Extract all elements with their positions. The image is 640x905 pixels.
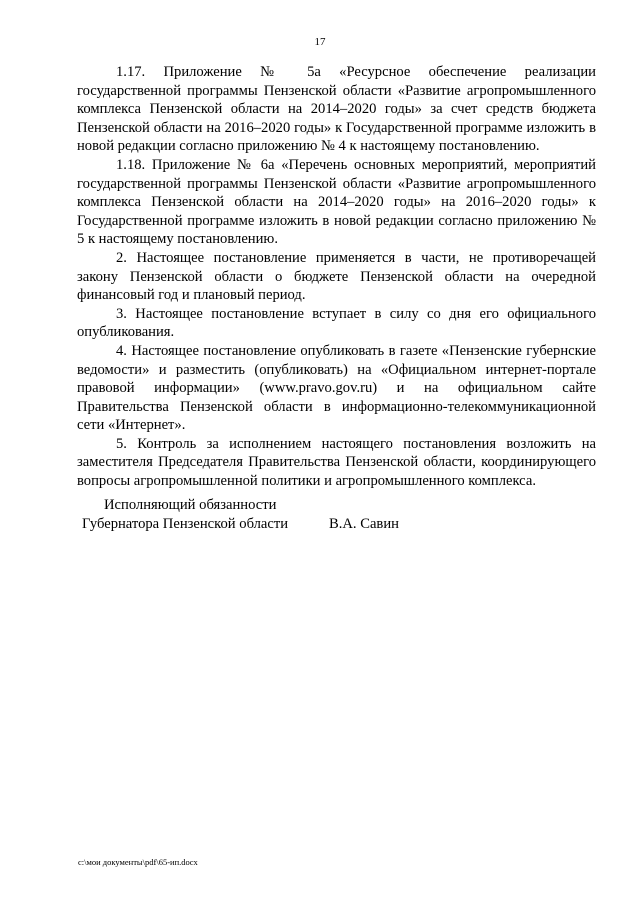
- signature-row: [82, 515, 542, 534]
- paragraph-4: 4. Настоящее постановление опубликовать в газете «Пензенские губернские ведомости» и разместить (опубликовать) на «Официальном интернет-портале правовой информации» (www.pravo.gov.ru) и на официальном сайте Правительства Пензенской области в информационно-телекоммуникационной сети «Интернет».: [77, 342, 596, 434]
- signature-title: Исполняющий обязанности: [104, 497, 277, 513]
- document-body: [77, 63, 596, 491]
- footer-file-path: c:\мои документы\pdf\65-ип.docx: [78, 857, 198, 867]
- signature-position: Губернатора Пензенской области: [82, 515, 289, 532]
- paragraph-3: 3. Настоящее постановление вступает в силу со дня его официального опубликования.: [77, 305, 596, 341]
- signature-block: [82, 496, 542, 533]
- paragraph-1-17: 1.17. Приложение № 5а «Ресурсное обеспечение реализации государственной программы Пензенской области «Развитие агропромышленного комплекса Пензенской области на 2014–2020 годы» за счет средств бюджета Пензенской области на 2016–2020 годы» к Государственной программе изложить в новой редакции согласно приложению № 4 к настоящему постановлению.: [77, 64, 596, 155]
- signatory-name: В.А. Савин: [329, 515, 399, 532]
- paragraph-2: 2. Настоящее постановление применяется в части, не противоречащей закону Пензенской области о бюджете Пензенской области на очередной финансовый год и плановый период.: [77, 249, 596, 304]
- paragraph-5: 5. Контроль за исполнением настоящего постановления возложить на заместителя Председателя Правительства Пензенской области, координирующего вопросы агропромышленной политики и агропромышленного комплекса.: [77, 435, 596, 490]
- paragraph-1-18: 1.18. Приложение № 6а «Перечень основных мероприятий, мероприятий государственной программы Пензенской области «Развитие агропромышленного комплекса Пензенской области на 2014–2020 годы» на 2016–2020 годы» к Государственной программе изложить в новой редакции согласно приложению № 5 к настоящему постановлению.: [77, 156, 596, 248]
- page-number: 17: [314, 36, 326, 48]
